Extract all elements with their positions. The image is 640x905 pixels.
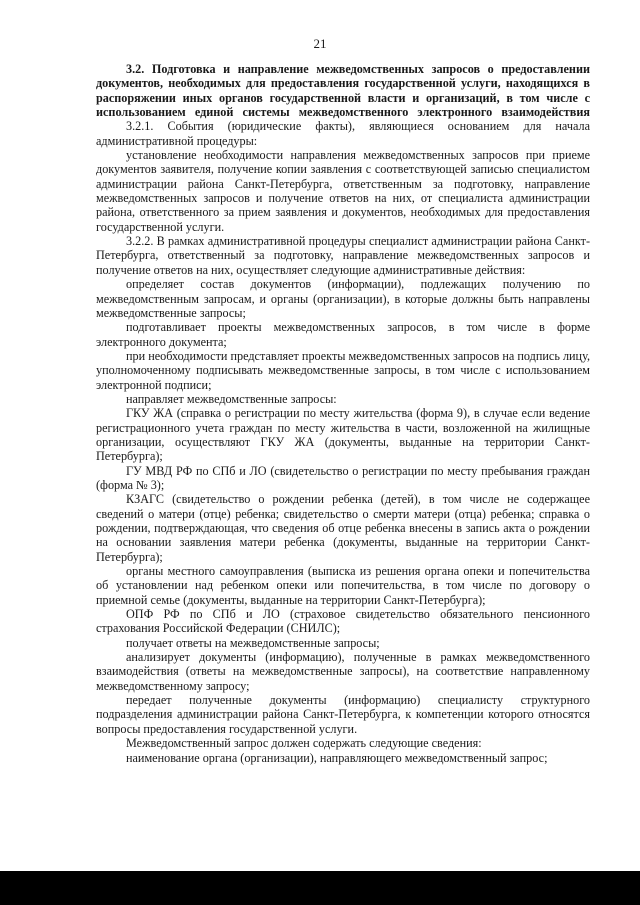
paragraph-3-2-2: 3.2.2. В рамках административной процедуры специалист администрации района Санкт-Петербурга, ответственный за подготовку, направление межведомственных запросов и получение ответов на них, осуществляет следующие административные действия: [96,234,590,277]
paragraph-determines: определяет состав документов (информации), подлежащих получению по межведомственным запросам, и органы (организации), в которые должны быть направлены межведомственные запросы; [96,277,590,320]
paragraph-gku-zha: ГКУ ЖА (справка о регистрации по месту жительства (форма 9), в случае если ведение регистрационного учета граждан по месту жительства в части, возложенной на жилищные организации, осуществляют ГКУ ЖА (документы, выданные на территории Санкт-Петербурга); [96,406,590,464]
paragraph-receives-answers: получает ответы на межведомственные запросы; [126,635,380,650]
paragraph-prepares: подготавливает проекты межведомственных запросов, в том числе в форме электронного документа; [96,320,590,349]
paragraph-gu-mvd: ГУ МВД РФ по СПб и ЛО (свидетельство о регистрации по месту пребывания граждан (форма № 3); [96,463,590,492]
paragraph-analyzes: анализирует документы (информацию), полученные в рамках межведомственного взаимодействия (ответы на межведомственные запросы), на соответствие направленному межведомственному запросу; [96,650,590,693]
paragraph-transfers: передает полученные документы (информацию) специалисту структурного подразделения администрации района Санкт-Петербурга, к компетенции которого относятся вопросы предоставления государственной услуги. [96,693,590,736]
paragraph-3-2-1: 3.2.1. События (юридические факты), являющиеся основанием для начала административной процедуры: [96,119,590,148]
paragraph-organ-name: наименование органа (организации), направляющего межведомственный запрос; [126,750,548,765]
document-body [96,62,590,765]
paragraph-local-government: органы местного самоуправления (выписка из решения органа опеки и попечительства об установлении над ребенком опеки или попечительства, в том числе по договору о приемной семье (документы, выданные на территории Санкт-Петербурга); [96,564,590,607]
scan-bottom-border [0,871,640,905]
paragraph-request-contents: Межведомственный запрос должен содержать следующие сведения: [126,736,482,751]
page-number: 21 [313,36,327,51]
paragraph-submits-for-signature: при необходимости представляет проекты межведомственных запросов на подпись лицу, уполномоченному подписывать межведомственные запросы, в том числе с использованием электронной подписи; [96,348,590,392]
paragraph-opf: ОПФ РФ по СПб и ЛО (страховое свидетельство обязательного пенсионного страхования Российской Федерации (СНИЛС); [96,607,590,636]
paragraph-sends-requests: направляет межведомственные запросы: [126,391,337,406]
paragraph-establishing-need: установление необходимости направления межведомственных запросов при приеме документов заявителя, получение копии заявления с соответствующей записью специалистом администрации района Санкт-Петербурга, ответственным за подготовку, направление межведомственных запросов и получение ответов на них, от специалиста администрации района, ответственного за прием заявления и документов, необходимых для предоставления государственной услуги. [96,148,590,234]
paragraph-kzags: КЗАГС (свидетельство о рождении ребенка (детей), в том числе не содержащее сведений о матери (отце) ребенка; свидетельство о смерти матери (отца) ребенка; справка о рождении, подтверждающая, что сведения об отце ребенка внесены в запись акта о рождении на основании заявления матери ребенка (документы, выданные на территории Санкт-Петербурга); [96,492,590,564]
section-heading: 3.2. Подготовка и направление межведомственных запросов о предоставлении документов, необходимых для предоставления государственной услуги, находящихся в распоряжении иных органов государственной власти и организаций, в том числе с использованием единой системы межведомственного электронного взаимодействия [96,62,590,120]
